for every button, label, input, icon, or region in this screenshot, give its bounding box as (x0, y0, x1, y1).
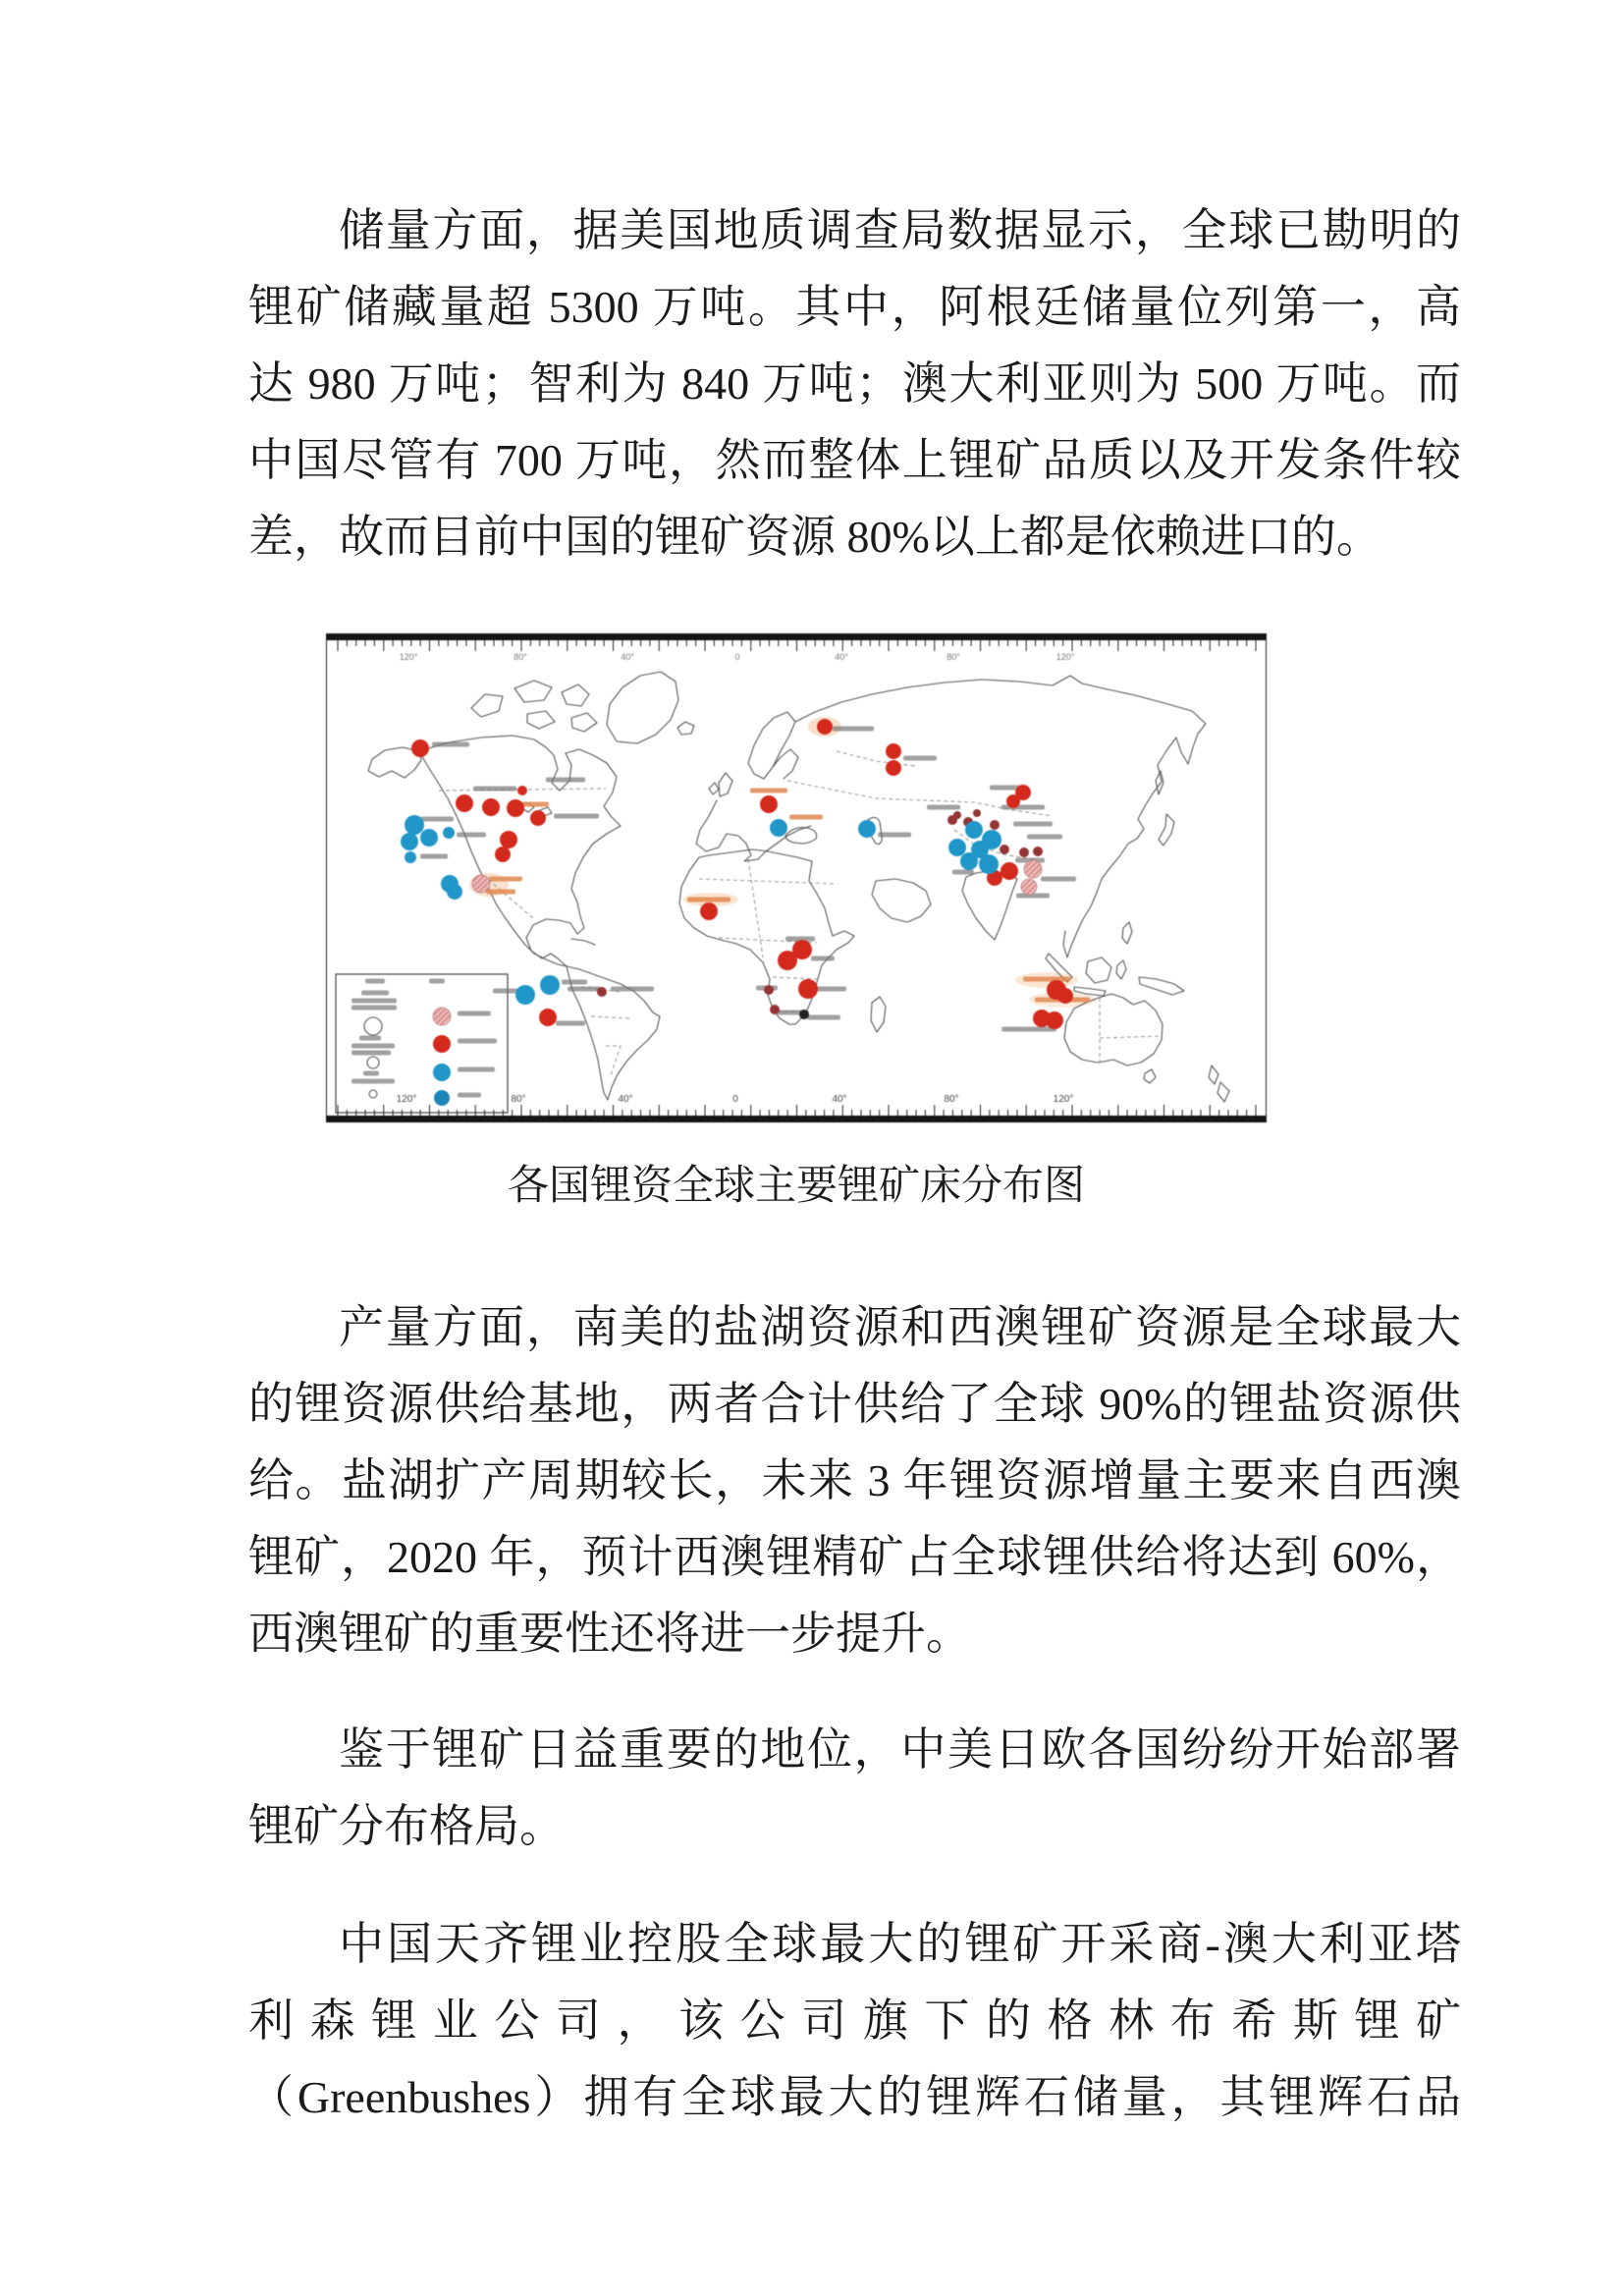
svg-text:40°: 40° (832, 1094, 847, 1105)
legend-dot-teal (434, 1090, 450, 1106)
paragraph-production (248, 1289, 1461, 1672)
legend-dot-red (433, 1035, 451, 1053)
text-line: 锂矿分布格局。 (248, 1801, 565, 1851)
svg-text:120°: 120° (399, 652, 418, 662)
text-line: 中国天齐锂业控股全球最大的锂矿开采商-澳大利亚塔 (339, 1919, 1461, 1969)
world-lithium-deposit-map (326, 633, 1267, 1122)
text-line: 的锂资源供给基地，两者合计供给了全球 90%的锂盐资源供 (248, 1379, 1461, 1429)
text-line: 差，故而目前中国的锂矿资源 80%以上都是依赖进口的。 (248, 512, 1381, 562)
svg-text:40°: 40° (618, 1094, 633, 1105)
text-line: 给。盐湖扩产周期较长，未来 3 年锂资源增量主要来自西澳 (248, 1455, 1461, 1505)
legend-dot-blue (433, 1064, 451, 1081)
text-line: 西澳锂矿的重要性还将进一步提升。 (248, 1609, 971, 1659)
svg-text:120°: 120° (396, 1094, 417, 1105)
text-line: 锂矿储藏量超 5300 万吨。其中，阿根廷储量位列第一，高 (248, 282, 1461, 332)
figure-caption: 各国锂资全球主要锂矿床分布图 (507, 1164, 1085, 1209)
bottom-bar (326, 1116, 1267, 1122)
svg-text:40°: 40° (621, 652, 634, 662)
paragraph-tianqi (248, 1906, 1461, 2136)
text-line: （Greenbushes）拥有全球最大的锂辉石储量，其锂辉石品 (248, 2072, 1461, 2122)
top-bar (326, 633, 1267, 640)
text-line: 锂矿，2020 年，预计西澳锂精矿占全球锂供给将达到 60%， (248, 1532, 1461, 1582)
map-figure (326, 633, 1267, 1122)
svg-text:80°: 80° (514, 652, 527, 662)
text-line: 达 980 万吨；智利为 840 万吨；澳大利亚则为 500 万吨。而 (248, 358, 1461, 409)
svg-text:40°: 40° (835, 652, 848, 662)
svg-text:0: 0 (732, 1094, 738, 1105)
text-line: 产量方面，南美的盐湖资源和西澳锂矿资源是全球最大 (339, 1302, 1461, 1352)
svg-text:80°: 80° (947, 652, 960, 662)
text-line: 中国尽管有 700 万吨，然而整体上锂矿品质以及开发条件较 (248, 435, 1461, 485)
paragraph-strategy (248, 1712, 1461, 1865)
svg-text:0: 0 (734, 652, 740, 662)
text-line: 储量方面，据美国地质调查局数据显示，全球已勘明的 (339, 205, 1461, 255)
svg-text:80°: 80° (944, 1094, 959, 1105)
legend-dot-hatched (433, 1008, 451, 1025)
text-line: 鉴于锂矿日益重要的地位，中美日欧各国纷纷开始部署 (339, 1724, 1461, 1775)
svg-text:80°: 80° (511, 1094, 526, 1105)
svg-text:120°: 120° (1053, 1094, 1074, 1105)
paragraph-reserves (248, 192, 1461, 575)
text-line: 利森锂业公司，该公司旗下的格林布希斯锂矿 (248, 1995, 1461, 2046)
svg-text:120°: 120° (1055, 652, 1075, 662)
